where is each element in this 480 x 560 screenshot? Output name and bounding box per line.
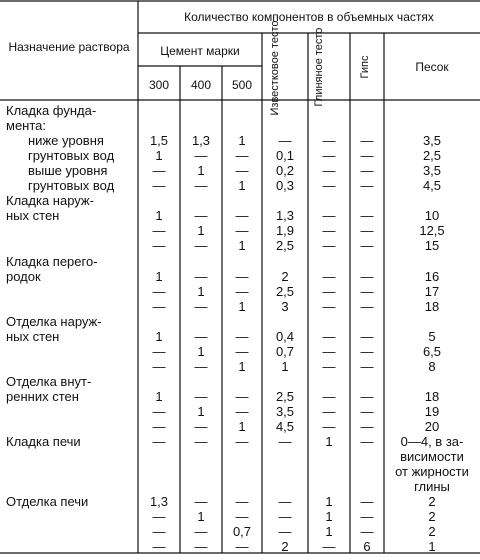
table-cell: 1 (197, 509, 205, 525)
table-cell: — (322, 148, 336, 164)
table-cell: 6 (363, 539, 371, 555)
table-cell: — (322, 388, 336, 404)
table-cell: 3,5 (275, 404, 295, 419)
table-cell: 2,5 (275, 238, 295, 254)
table-cell: 19 (424, 404, 440, 419)
row-label: грунтовых вод (28, 148, 115, 164)
table-cell: 1 (197, 343, 205, 359)
row-label: Кладка перего- (6, 253, 98, 269)
table-cell: — (152, 223, 166, 239)
table-cell: 2 (281, 539, 289, 555)
table-cell: 0—4, в за- (400, 434, 464, 450)
table-cell: 1 (197, 163, 205, 179)
table-cell: 1,3 (191, 133, 211, 149)
table-cell: 3,5 (422, 133, 442, 149)
table-cell: — (360, 343, 374, 359)
table-cell: 1 (197, 404, 205, 419)
table-cell: — (194, 298, 208, 314)
table-cell: — (360, 419, 374, 435)
table-cell: 18 (424, 388, 440, 404)
table-cell: — (194, 388, 208, 404)
table-cell: — (235, 208, 249, 224)
table-cell: — (278, 133, 292, 149)
table-cell: — (322, 163, 336, 179)
table-cell: 1 (155, 208, 163, 224)
table-cell: 2,5 (275, 388, 295, 404)
table-cell: — (360, 238, 374, 254)
table-cell: — (278, 434, 292, 450)
table-cell: — (360, 524, 374, 540)
header-gypsum: Гипс (359, 55, 371, 79)
table-cell: — (322, 238, 336, 254)
row-label: ных стен (6, 208, 60, 224)
header-sand: Песок (415, 60, 449, 74)
table-cell: 0,2 (275, 163, 295, 179)
table-cell: 1 (325, 494, 333, 510)
table-cell: от жирности (395, 464, 469, 480)
table-cell: 16 (424, 268, 440, 284)
table-cell: — (152, 434, 166, 450)
table-cell: — (235, 509, 249, 525)
table-cell: 8 (428, 358, 436, 374)
table-cell: — (152, 163, 166, 179)
table-cell: — (360, 298, 374, 314)
table-cell: — (194, 328, 208, 344)
table-cell: 3 (281, 298, 289, 314)
table-cell: — (360, 148, 374, 164)
header-500: 500 (231, 78, 253, 92)
table-cell: 2 (428, 524, 436, 540)
table-cell: 1 (238, 133, 246, 149)
table-cell: 0,4 (275, 328, 295, 344)
table-cell: 3,5 (422, 163, 442, 179)
table-cell: 1 (197, 223, 205, 239)
table-cell: — (194, 208, 208, 224)
table-cell: — (322, 343, 336, 359)
table-cell: — (152, 539, 166, 555)
table-cell: — (360, 268, 374, 284)
header-cement: Цемент марки (160, 44, 240, 58)
table-cell: — (322, 268, 336, 284)
table-cell: висимости (400, 449, 464, 465)
table-cell: — (322, 133, 336, 149)
header-top: Количество компонентов в объемных частях (184, 10, 434, 24)
table-cell: — (194, 148, 208, 164)
table-cell: 1,9 (275, 223, 295, 239)
table-cell: — (360, 358, 374, 374)
table-cell: — (152, 509, 166, 525)
table-cell: — (194, 268, 208, 284)
table-cell: — (194, 539, 208, 555)
table-cell: — (360, 178, 374, 194)
table-cell: 2,5 (422, 148, 442, 164)
row-label: Отделка печи (6, 494, 89, 510)
table-cell: — (235, 388, 249, 404)
table-cell: — (235, 268, 249, 284)
table-cell: 2 (281, 268, 289, 284)
header-lime: Известковое тесто (269, 20, 281, 116)
table-cell: 1,5 (149, 133, 169, 149)
table-cell: — (235, 434, 249, 450)
table-cell: 1 (155, 388, 163, 404)
table-cell: — (360, 494, 374, 510)
table-cell: — (360, 283, 374, 299)
table-cell: — (152, 283, 166, 299)
table-cell: — (152, 419, 166, 435)
row-label: мента: (6, 118, 46, 134)
table-cell: 5 (428, 328, 436, 344)
table-cell: 2 (428, 509, 436, 525)
table-cell: — (235, 539, 249, 555)
table-cell: 2 (428, 494, 436, 510)
table-cell: — (235, 148, 249, 164)
table-cell: — (235, 494, 249, 510)
table-cell: 1 (238, 178, 246, 194)
table-cell: 0,7 (232, 524, 252, 540)
table-cell: — (360, 434, 374, 450)
table-cell: 20 (424, 419, 440, 435)
table-cell: — (194, 494, 208, 510)
table-cell: — (360, 223, 374, 239)
table-cell: — (152, 178, 166, 194)
table-cell: 12,5 (419, 223, 445, 239)
table-cell: 1 (325, 524, 333, 540)
table-cell: — (322, 178, 336, 194)
table-cell: — (360, 208, 374, 224)
table-cell: 0,7 (275, 343, 295, 359)
table-cell: 1 (325, 434, 333, 450)
table-cell: 1 (238, 298, 246, 314)
row-label: выше уровня (28, 163, 108, 179)
table-cell: — (194, 238, 208, 254)
table-cell: — (360, 509, 374, 525)
table-cell: 4,5 (275, 419, 295, 435)
table-cell: — (194, 419, 208, 435)
table-cell: — (360, 328, 374, 344)
table-cell: — (194, 358, 208, 374)
header-300: 300 (148, 78, 170, 92)
row-label: Отделка наруж- (6, 313, 102, 329)
table-cell: — (235, 404, 249, 419)
table-cell: — (322, 419, 336, 435)
table-cell: 1 (155, 268, 163, 284)
table-cell: 10 (424, 208, 440, 224)
table-cell: 1 (281, 358, 289, 374)
header-400: 400 (190, 78, 212, 92)
table-cell: — (152, 524, 166, 540)
table-cell: — (152, 298, 166, 314)
table-cell: — (235, 343, 249, 359)
table-cell: 1 (197, 283, 205, 299)
table-cell: — (360, 388, 374, 404)
table-cell: — (235, 283, 249, 299)
table-cell: 18 (424, 298, 440, 314)
table-cell: — (235, 163, 249, 179)
table-cell: 1 (325, 509, 333, 525)
table-cell: — (360, 163, 374, 179)
row-label: ниже уровня (28, 133, 104, 149)
table-cell: 0,1 (275, 148, 295, 164)
table-cell: 1 (238, 358, 246, 374)
row-label: Кладка фунда- (6, 103, 97, 118)
table-cell: 1 (428, 539, 436, 555)
table-cell: 15 (424, 238, 440, 254)
row-label: родок (6, 268, 41, 284)
table-cell: — (152, 343, 166, 359)
header-clay: Глиняное тесто (313, 27, 325, 107)
table-cell: — (278, 524, 292, 540)
table-cell: 1,3 (275, 208, 295, 224)
table-cell: глины (414, 479, 450, 495)
table-cell: 2,5 (275, 283, 295, 299)
header-purpose: Назначение раствора (8, 40, 130, 54)
table-cell: — (360, 404, 374, 419)
table-cell: — (152, 238, 166, 254)
table-cell: — (322, 358, 336, 374)
table-cell: 17 (424, 283, 440, 299)
table-cell: — (322, 404, 336, 419)
row-label: Отделка внут- (6, 373, 92, 389)
row-label: Кладка наруж- (6, 193, 94, 209)
table-cell: — (360, 133, 374, 149)
row-label: Кладка печи (6, 434, 81, 450)
row-label: ных стен (6, 328, 60, 344)
table-cell: — (278, 494, 292, 510)
table-cell: 1 (238, 238, 246, 254)
table-cell: 6,5 (422, 343, 442, 359)
table-cell: — (152, 358, 166, 374)
table-cell: — (194, 434, 208, 450)
table-cell: 1,3 (149, 494, 169, 510)
table-cell: — (194, 524, 208, 540)
table-cell: — (322, 328, 336, 344)
table-cell: — (322, 539, 336, 555)
row-label: грунтовых вод (28, 178, 115, 194)
table-cell: 0,3 (275, 178, 295, 194)
table-cell: 1 (155, 148, 163, 164)
table-cell: — (194, 178, 208, 194)
table-cell: — (322, 283, 336, 299)
row-label: ренних стен (6, 388, 79, 404)
table-cell: — (152, 404, 166, 419)
table-cell: 1 (155, 328, 163, 344)
table-cell: — (235, 223, 249, 239)
table-cell: 4,5 (422, 178, 442, 194)
table-cell: — (322, 298, 336, 314)
table-cell: — (235, 328, 249, 344)
table-cell: — (322, 208, 336, 224)
table-cell: — (322, 223, 336, 239)
table-cell: — (278, 509, 292, 525)
table-cell: 1 (238, 419, 246, 435)
